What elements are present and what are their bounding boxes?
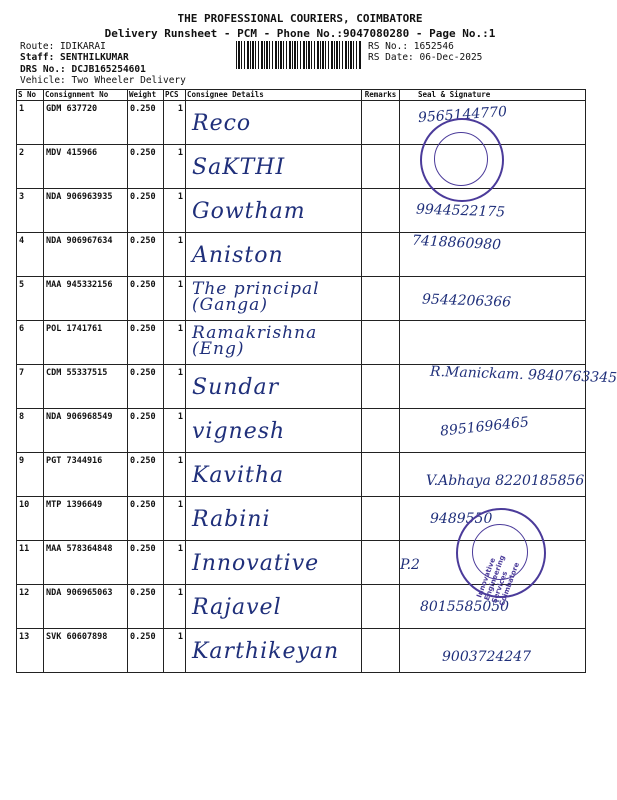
row-pcs: 1 <box>164 409 186 453</box>
row-pcs: 1 <box>164 629 186 673</box>
row-remarks <box>362 497 400 541</box>
stamp-top <box>420 118 504 202</box>
signature-handwriting: R.Manickam. 9840763345 <box>429 363 617 387</box>
row-remarks <box>362 277 400 321</box>
row-consignment-no: NDA 906967634 <box>44 233 128 277</box>
table-row <box>17 453 586 497</box>
row-sno: 11 <box>17 541 44 585</box>
row-sno: 7 <box>17 365 44 409</box>
consignee-handwriting: SaKTHI <box>192 155 286 180</box>
table-row <box>17 321 586 365</box>
consignee-handwriting: Rajavel <box>192 595 282 620</box>
consignee-handwriting: Sundar <box>192 375 280 400</box>
row-consignee <box>186 145 362 189</box>
row-consignee <box>186 629 362 673</box>
table-row <box>17 277 586 321</box>
row-pcs: 1 <box>164 585 186 629</box>
rs-date: RS Date: 06-Dec-2025 <box>368 52 483 63</box>
row-consignment-no: CDM 55337515 <box>44 365 128 409</box>
row-weight: 0.250 <box>128 321 164 365</box>
row-weight: 0.250 <box>128 233 164 277</box>
row-sno: 10 <box>17 497 44 541</box>
row-pcs: 1 <box>164 453 186 497</box>
runsheet-subtitle: Delivery Runsheet - PCM - Phone No.:9047080280 - Page No.:1 <box>104 27 496 40</box>
row-pcs: 1 <box>164 233 186 277</box>
row-pcs: 1 <box>164 101 186 145</box>
row-signature <box>400 233 586 277</box>
row-pcs: 1 <box>164 145 186 189</box>
col-pcs: PCS <box>164 90 186 101</box>
row-sno: 5 <box>17 277 44 321</box>
signature-handwriting: P.2 <box>400 557 420 573</box>
row-signature <box>400 189 586 233</box>
row-weight: 0.250 <box>128 585 164 629</box>
stamp-bottom <box>456 508 546 608</box>
row-remarks <box>362 101 400 145</box>
row-weight: 0.250 <box>128 101 164 145</box>
row-consignment-no: NDA 906968549 <box>44 409 128 453</box>
consignee-handwriting: Aniston <box>192 243 284 268</box>
row-remarks <box>362 585 400 629</box>
row-consignee <box>186 365 362 409</box>
signature-handwriting: 9544206366 <box>421 291 512 311</box>
signature-handwriting: 7418860980 <box>411 232 502 254</box>
row-remarks <box>362 541 400 585</box>
row-signature <box>400 277 586 321</box>
route-label: Route: IDIKARAI <box>20 41 106 52</box>
row-consignee <box>186 321 362 365</box>
row-sno: 3 <box>17 189 44 233</box>
row-sno: 8 <box>17 409 44 453</box>
row-sno: 12 <box>17 585 44 629</box>
row-signature <box>400 453 586 497</box>
stamp-top-inner <box>434 132 488 186</box>
table-row <box>17 189 586 233</box>
table-row <box>17 101 586 145</box>
row-consignment-no: MTP 1396649 <box>44 497 128 541</box>
signature-handwriting: 9944522175 <box>415 201 506 221</box>
consignee-handwriting: vignesh <box>192 419 286 444</box>
table-header-row <box>17 90 586 101</box>
col-weight: Weight <box>128 90 164 101</box>
col-sno: S No <box>17 90 44 101</box>
vehicle-label: Vehicle: Two Wheeler Delivery <box>20 75 186 86</box>
col-consignee: Consignee Details <box>186 90 362 101</box>
col-remarks: Remarks <box>362 90 400 101</box>
row-consignee <box>186 541 362 585</box>
row-weight: 0.250 <box>128 145 164 189</box>
row-consignment-no: NDA 906965063 <box>44 585 128 629</box>
col-signature: Seal & Signature <box>400 90 586 101</box>
row-consignee <box>186 497 362 541</box>
row-consignment-no: SVK 60607898 <box>44 629 128 673</box>
table-row <box>17 629 586 673</box>
signature-handwriting: V.Abhaya 8220185856 <box>426 473 585 489</box>
row-weight: 0.250 <box>128 365 164 409</box>
row-consignment-no: MDV 415966 <box>44 145 128 189</box>
col-consignment: Consignment No <box>44 90 128 101</box>
signature-handwriting: 9489550 <box>430 511 493 527</box>
barcode <box>236 41 362 69</box>
row-remarks <box>362 233 400 277</box>
row-consignment-no: GDM 637720 <box>44 101 128 145</box>
stamp-bottom-text: Innovative Engineering Services Coimbatore <box>475 554 521 608</box>
signature-handwriting: 8015585050 <box>420 599 510 615</box>
consignee-handwriting: Karthikeyan <box>192 639 340 664</box>
consignee-handwriting: Reco <box>192 111 252 136</box>
row-consignment-no: MAA 578364848 <box>44 541 128 585</box>
row-consignment-no: POL 1741761 <box>44 321 128 365</box>
row-sno: 6 <box>17 321 44 365</box>
row-signature <box>400 629 586 673</box>
row-weight: 0.250 <box>128 541 164 585</box>
row-sno: 9 <box>17 453 44 497</box>
row-sno: 2 <box>17 145 44 189</box>
row-sno: 13 <box>17 629 44 673</box>
row-pcs: 1 <box>164 189 186 233</box>
row-consignment-no: PGT 7344916 <box>44 453 128 497</box>
company-title: THE PROFESSIONAL COURIERS, COIMBATORE <box>177 12 423 25</box>
consignee-handwriting: Innovative <box>192 551 320 576</box>
row-consignee <box>186 277 362 321</box>
row-weight: 0.250 <box>128 409 164 453</box>
row-remarks <box>362 365 400 409</box>
signature-handwriting: 9565144770 <box>417 103 508 127</box>
row-pcs: 1 <box>164 541 186 585</box>
staff-label: Staff: SENTHILKUMAR <box>20 52 129 63</box>
row-weight: 0.250 <box>128 453 164 497</box>
row-consignee <box>186 189 362 233</box>
row-remarks <box>362 453 400 497</box>
consignee-handwriting: Gowtham <box>192 199 306 224</box>
row-weight: 0.250 <box>128 189 164 233</box>
row-consignee <box>186 453 362 497</box>
row-remarks <box>362 321 400 365</box>
consignee-handwriting: Kavitha <box>192 463 285 488</box>
row-signature <box>400 409 586 453</box>
row-consignee <box>186 101 362 145</box>
row-weight: 0.250 <box>128 629 164 673</box>
row-consignee <box>186 585 362 629</box>
row-consignee <box>186 233 362 277</box>
row-signature <box>400 363 617 409</box>
row-remarks <box>362 189 400 233</box>
row-sno: 4 <box>17 233 44 277</box>
signature-handwriting: 8951696465 <box>439 414 530 440</box>
row-sno: 1 <box>17 101 44 145</box>
row-pcs: 1 <box>164 365 186 409</box>
row-pcs: 1 <box>164 497 186 541</box>
table-row <box>17 365 586 409</box>
row-weight: 0.250 <box>128 497 164 541</box>
table-row <box>17 409 586 453</box>
drs-number: DRS No.: DCJB165254601 <box>20 64 146 75</box>
rs-number: RS No.: 1652546 <box>368 41 454 52</box>
row-consignment-no: MAA 945332156 <box>44 277 128 321</box>
row-pcs: 1 <box>164 277 186 321</box>
consignee-handwriting: The principal (Ganga) <box>192 279 320 315</box>
row-pcs: 1 <box>164 321 186 365</box>
row-signature <box>400 321 586 365</box>
row-consignee <box>186 409 362 453</box>
signature-handwriting: 9003724247 <box>442 649 532 665</box>
consignee-handwriting: Ramakrishna (Eng) <box>192 323 318 359</box>
row-consignment-no: NDA 906963935 <box>44 189 128 233</box>
consignee-handwriting: Rabini <box>192 507 271 532</box>
row-remarks <box>362 409 400 453</box>
row-remarks <box>362 145 400 189</box>
row-remarks <box>362 629 400 673</box>
table-row <box>17 233 586 277</box>
row-weight: 0.250 <box>128 277 164 321</box>
